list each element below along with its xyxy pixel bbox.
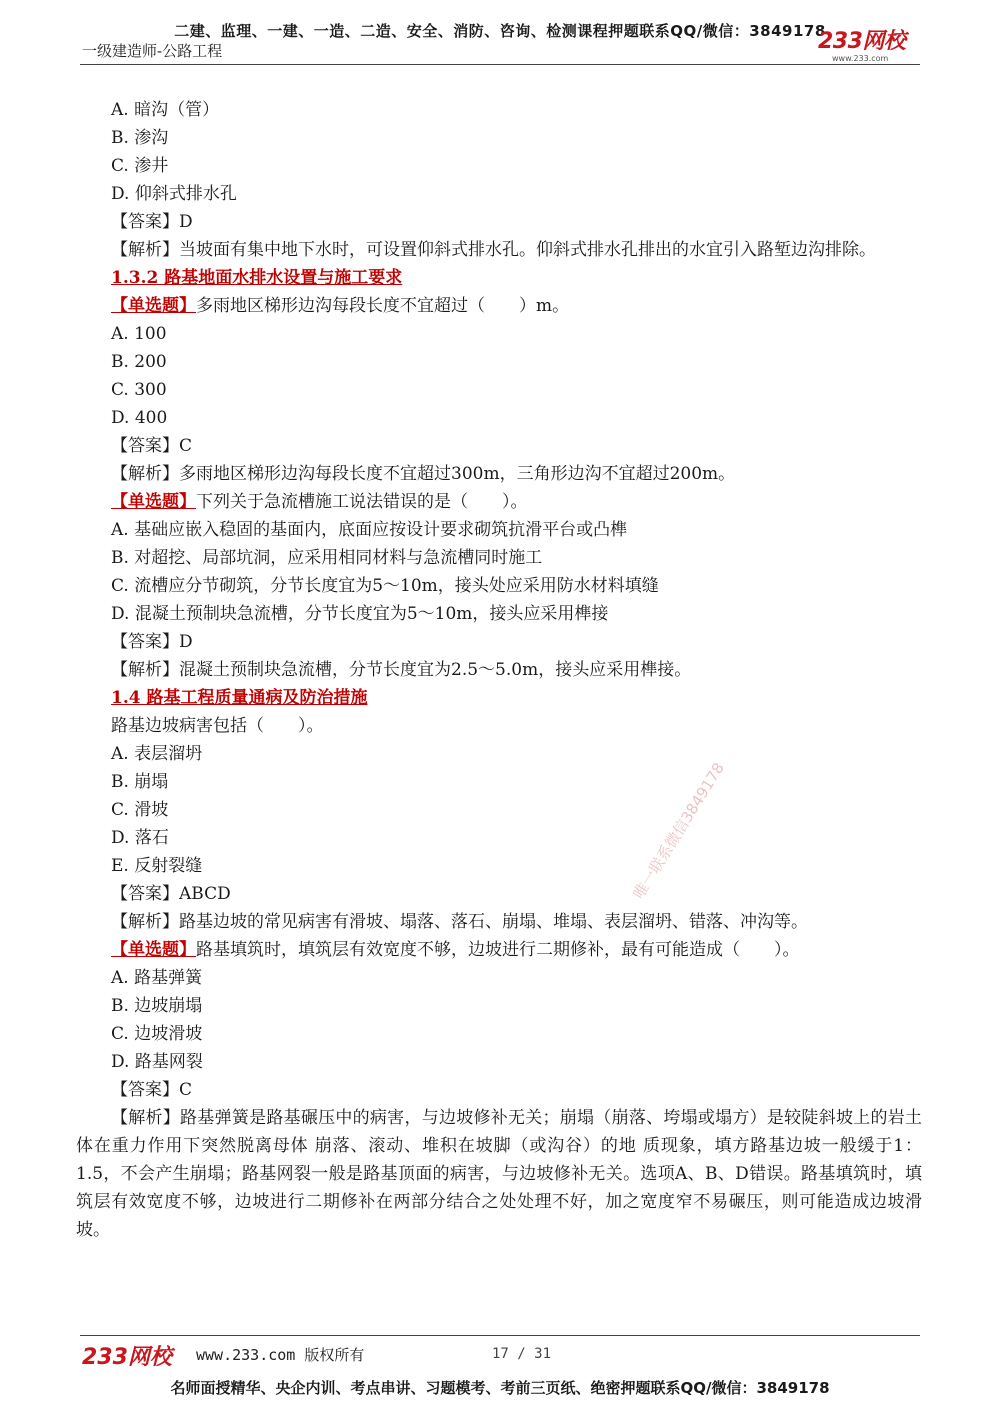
q3-option-c: C. 流槽应分节砌筑，分节长度宜为5～10m，接头处应采用防水材料填缝 bbox=[111, 576, 659, 596]
q1-option-b: B. 渗沟 bbox=[111, 128, 169, 148]
brand-logo bbox=[818, 30, 928, 64]
q5-analysis bbox=[76, 1104, 922, 1244]
q4-option-e: E. 反射裂缝 bbox=[111, 856, 203, 876]
q2-answer: 【答案】C bbox=[111, 436, 193, 456]
q5-option-b: B. 边坡崩塌 bbox=[111, 996, 203, 1016]
q5-stem-line bbox=[76, 936, 922, 964]
q3-answer: 【答案】D bbox=[111, 632, 193, 652]
q2-option-d: D. 400 bbox=[111, 408, 168, 428]
q2-analysis-text: 多雨地区梯形边沟每段长度不宜超过300m，三角形边沟不宜超过200m。 bbox=[179, 464, 736, 484]
q4-option-d: D. 落石 bbox=[111, 828, 169, 848]
q5-stem: 路基填筑时，填筑层有效宽度不够，边坡进行二期修补，最有可能造成（ ）。 bbox=[196, 940, 800, 960]
footer-banner: 名师面授精华、央企内训、考点串讲、习题模考、考前三页纸、绝密押题联系QQ/微信：3849178 bbox=[170, 1379, 830, 1397]
doc-subtitle: 一级建造师-公路工程 bbox=[82, 42, 223, 60]
analysis-label: 【解析】 bbox=[111, 240, 179, 260]
footer-logo: 233网校 bbox=[82, 1345, 172, 1370]
q3-stem: 下列关于急流槽施工说法错误的是（ ）。 bbox=[196, 492, 528, 512]
q3-option-d: D. 混凝土预制块急流槽，分节长度宜为5～10m，接头应采用榫接 bbox=[111, 604, 609, 624]
q3-option-a: A. 基础应嵌入稳固的基面内，底面应按设计要求砌筑抗滑平台或凸榫 bbox=[111, 520, 628, 540]
header-rule bbox=[80, 64, 920, 65]
question-type-tag: 【单选题】 bbox=[111, 940, 196, 960]
page-number: 17 / 31 bbox=[492, 1346, 552, 1362]
q5-option-a: A. 路基弹簧 bbox=[111, 968, 203, 988]
q3-option-b: B. 对超挖、局部坑洞，应采用相同材料与急流槽同时施工 bbox=[111, 548, 543, 568]
q5-option-d: D. 路基网裂 bbox=[111, 1052, 203, 1072]
logo-text: 233网校 bbox=[818, 29, 906, 54]
q1-answer: 【答案】D bbox=[111, 212, 193, 232]
analysis-label: 【解析】 bbox=[111, 464, 179, 484]
q2-option-a: A. 100 bbox=[111, 324, 167, 344]
footer-rule bbox=[80, 1335, 920, 1336]
section-heading-1-4: 1.4 路基工程质量通病及防治措施 bbox=[111, 688, 368, 708]
section-heading-1-3-2: 1.3.2 路基地面水排水设置与施工要求 bbox=[111, 268, 403, 288]
q1-option-c: C. 渗井 bbox=[111, 156, 169, 176]
q4-analysis bbox=[76, 908, 922, 936]
q2-stem: 多雨地区梯形边沟每段长度不宜超过（ ）m。 bbox=[196, 296, 570, 316]
analysis-label: 【解析】 bbox=[111, 912, 179, 932]
q4-answer: 【答案】ABCD bbox=[111, 884, 231, 904]
q5-option-c: C. 边坡滑坡 bbox=[111, 1024, 203, 1044]
header-banner: 二建、监理、一建、一造、二造、安全、消防、咨询、检测课程押题联系QQ/微信：3849178 bbox=[174, 22, 826, 40]
q5-answer: 【答案】C bbox=[111, 1080, 193, 1100]
q4-stem: 路基边坡病害包括（ ）。 bbox=[111, 716, 324, 736]
page-content bbox=[76, 96, 922, 1244]
q2-analysis bbox=[76, 460, 922, 488]
logo-url: www.233.com bbox=[832, 54, 889, 63]
watermark: 唯一联系微信3849178 bbox=[629, 759, 729, 903]
q4-analysis-text: 路基边坡的常见病害有滑坡、塌落、落石、崩塌、堆塌、表层溜坍、错落、冲沟等。 bbox=[179, 912, 808, 932]
q3-stem-line bbox=[76, 488, 922, 516]
q2-option-c: C. 300 bbox=[111, 380, 167, 400]
q1-analysis bbox=[76, 236, 922, 264]
q3-analysis bbox=[76, 656, 922, 684]
question-type-tag: 【单选题】 bbox=[111, 296, 196, 316]
q3-analysis-text: 混凝土预制块急流槽，分节长度宜为2.5～5.0m，接头应采用榫接。 bbox=[179, 660, 692, 680]
q4-option-b: B. 崩塌 bbox=[111, 772, 169, 792]
q1-option-d: D. 仰斜式排水孔 bbox=[111, 184, 237, 204]
footer-copyright: www.233.com 版权所有 bbox=[196, 1346, 365, 1364]
q1-analysis-text: 当坡面有集中地下水时，可设置仰斜式排水孔。仰斜式排水孔排出的水宜引入路堑边沟排除。 bbox=[179, 240, 876, 260]
q4-option-c: C. 滑坡 bbox=[111, 800, 169, 820]
q5-analysis-text: 路基弹簧是路基碾压中的病害，与边坡修补无关；崩塌（崩落、垮塌或塌方）是较陡斜坡上的岩土体在重力作用下突然脱离母体 崩落、滚动、堆积在坡脚（或沟谷）的地 质现象，填方路基边坡一般缓于1：1.5，不会产生崩塌；路基网裂一般是路基顶面的病害，与边坡修补无关。选项A、B、D错误。路基填筑时，填筑层有效宽度不够，边坡进行二期修补在两部分结合之处处理不好，加之宽度窄不易碾压，则可能造成边坡滑坡。 bbox=[76, 1108, 923, 1240]
question-type-tag: 【单选题】 bbox=[111, 492, 196, 512]
analysis-label: 【解析】 bbox=[111, 1108, 181, 1128]
q4-option-a: A. 表层溜坍 bbox=[111, 744, 203, 764]
q1-option-a: A. 暗沟（管） bbox=[111, 100, 220, 120]
q2-option-b: B. 200 bbox=[111, 352, 167, 372]
q2-stem-line bbox=[76, 292, 922, 320]
analysis-label: 【解析】 bbox=[111, 660, 179, 680]
